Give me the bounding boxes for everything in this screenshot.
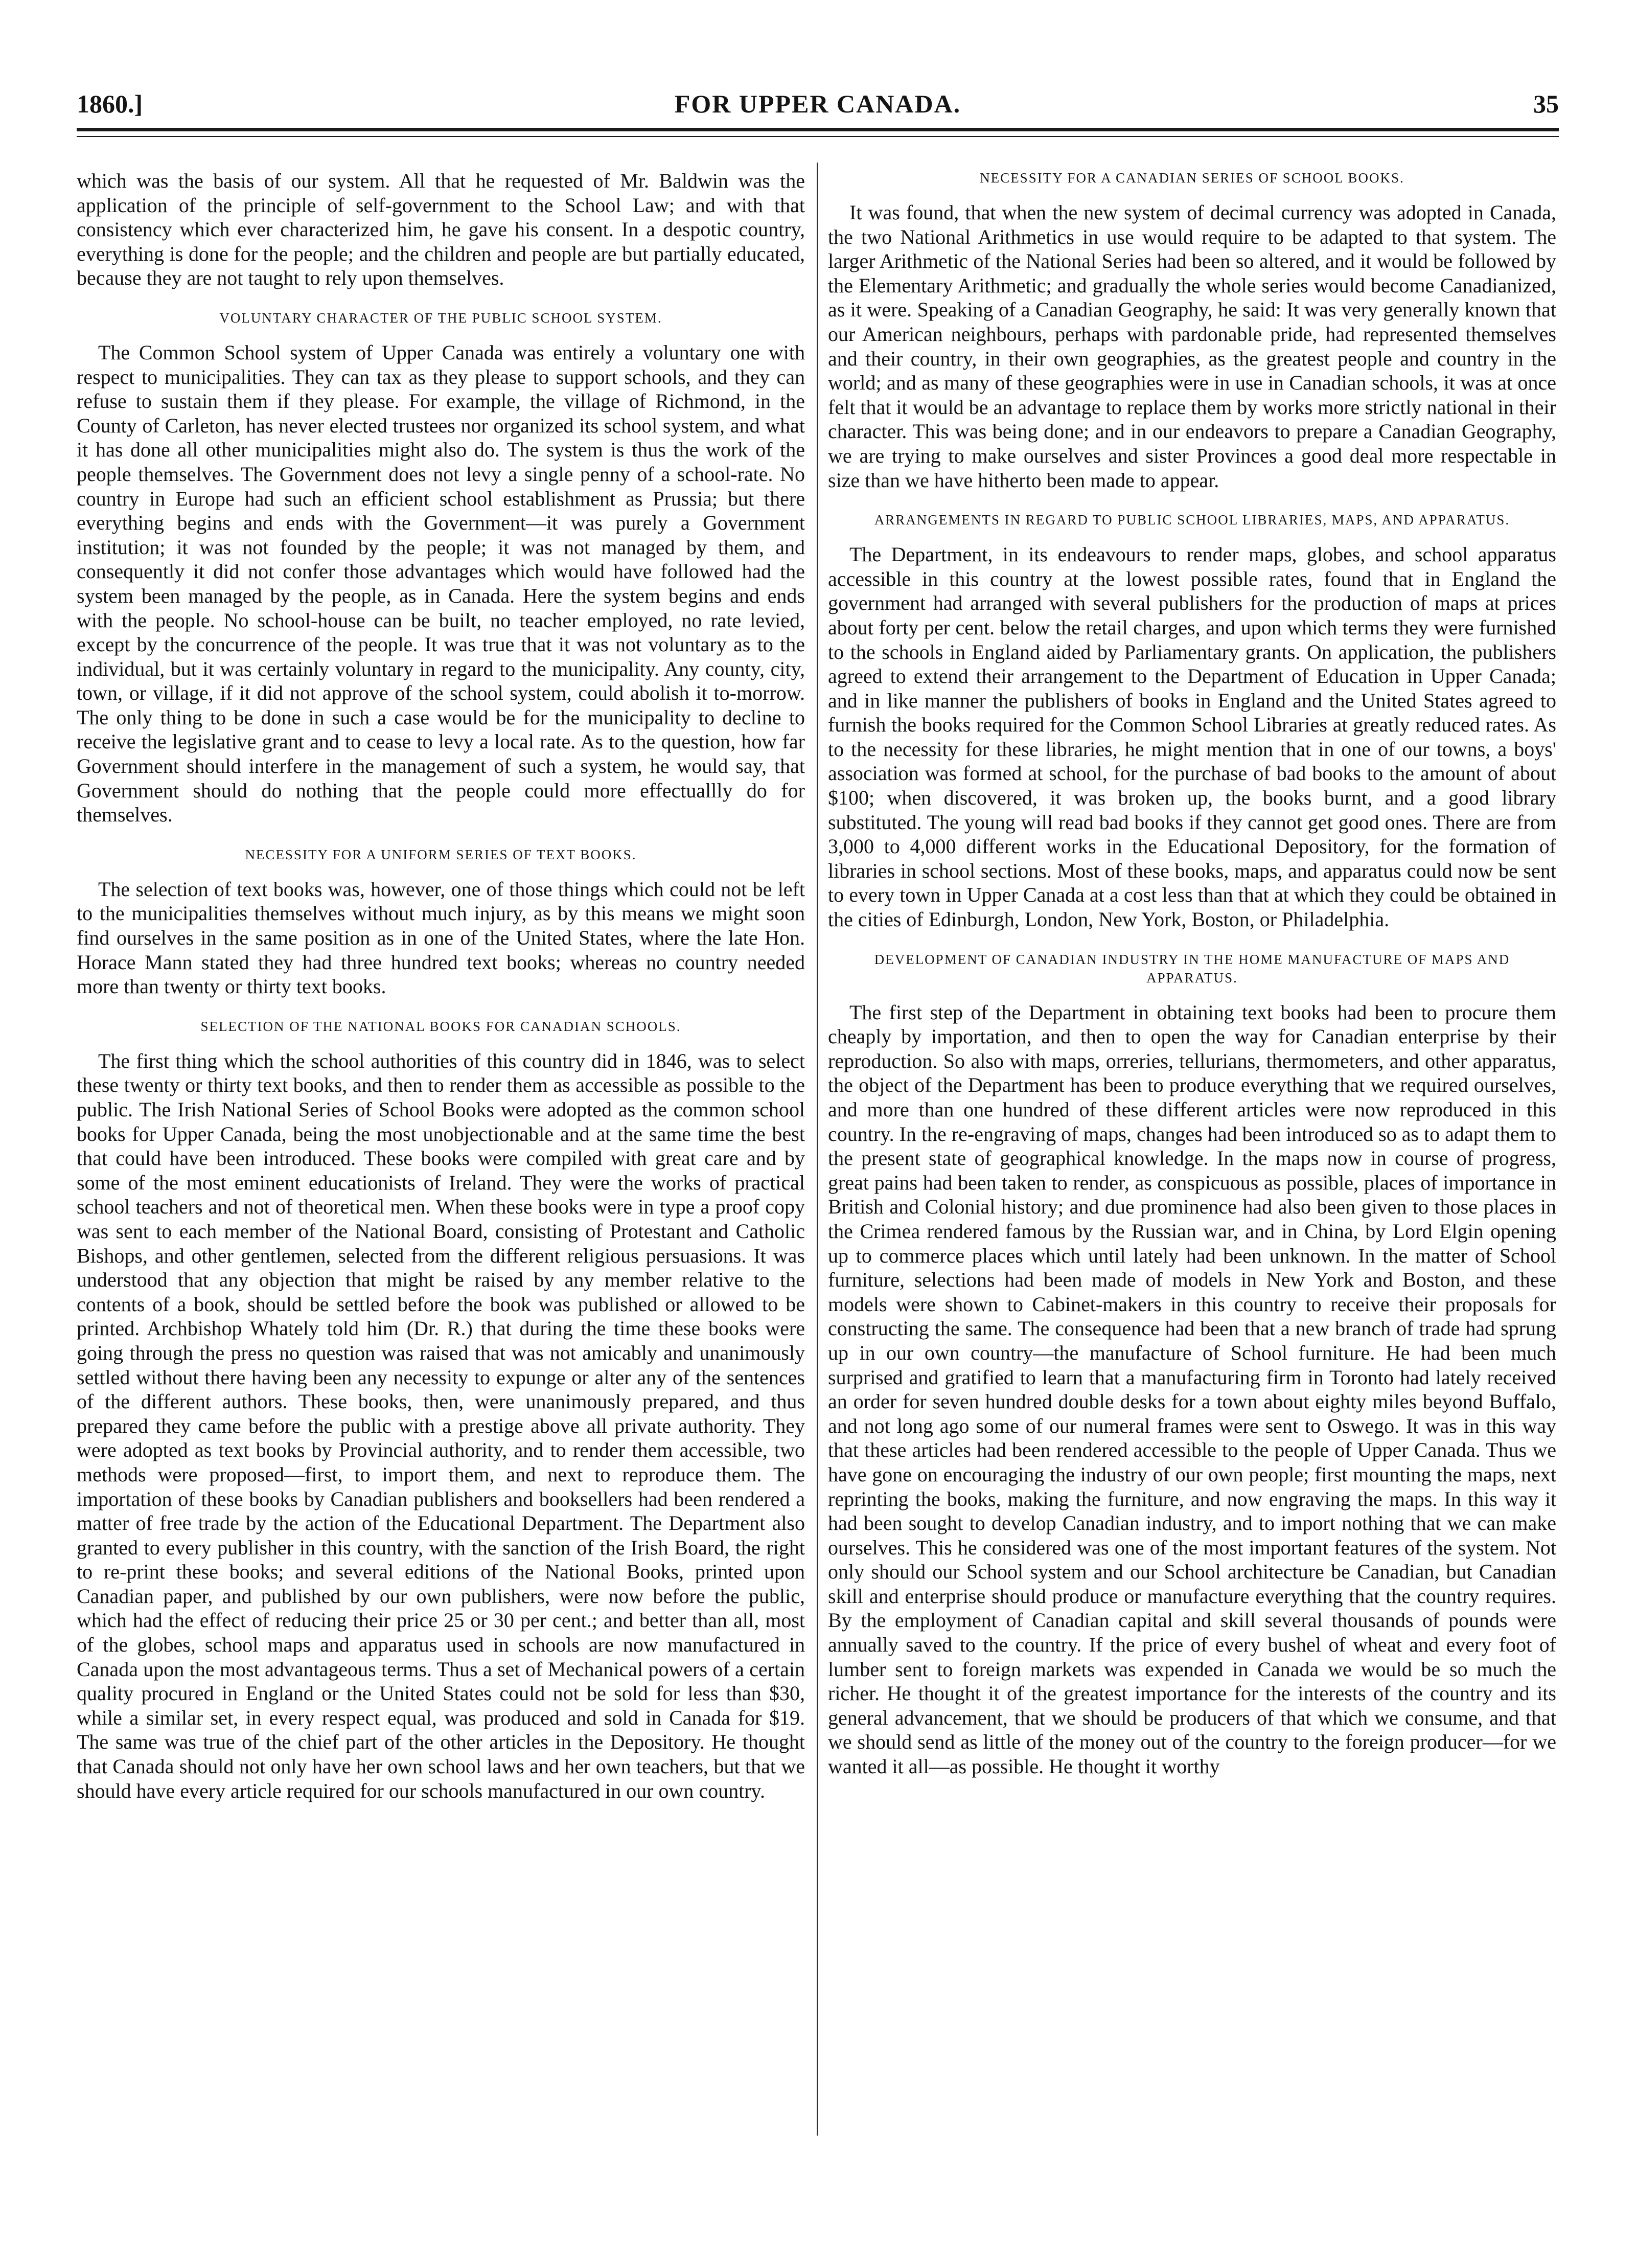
paragraph-canadian-series: It was found, that when the new system of decimal currency was adopted in Canada, the two National Arithmetics in use would require to be adapted to that system. The larger Arithmetic of the National Series had been so altered, and it would be followed by the Elementary Arithmetic; and gradually the whole series would become Canadianized, as it were. Speaking of a Canadian Geography, he said: It was very generally known that our American neighbours, perhaps with pardonable pride, had represented themselves and their country, in their own geographies, as the greatest people and country in the world; and as many of these geographies were in use in Canadian schools, it was at once felt that it would be an advantage to replace them by works more strictly national in their character. This was being done; and in our endeavors to prepare a Canadian Geography, we are trying to make ourselves and sister Provinces a good deal more respectable in size than we have hitherto been made to appear. xyxy=(828,201,1556,492)
paragraph-libraries-maps-apparatus: The Department, in its endeavours to render maps, globes, and school apparatus accessible in this country at the lowest possible rates, found that in England the government had arranged with several publishers for the production of maps at prices about forty per cent. below the retail charges, and upon which terms they were furnished to the schools in England aided by Parliamentary grants. On application, the publishers agreed to extend their arrangement to the Department of Education in Upper Canada; and in like manner the publishers of books in England and the United States agreed to furnish the books required for the Common School Libraries at greatly reduced rates. As to the necessity for these libraries, he might mention that in one of our towns, a boys' association was formed at school, for the purchase of bad books to the amount of about $100; when discovered, it was broken up, the books burnt, and a good library substituted. The young will read bad books if they cannot get good ones. There are from 3,000 to 4,000 different works in the Educational Depository, for the formation of libraries in school sections. Most of these books, maps, and apparatus could now be sent to every town in Upper Canada at a cost less than that at which they could be obtained in the cities of Edinburgh, London, New York, Boston, or Philadelphia. xyxy=(828,543,1556,931)
header-title: FOR UPPER CANADA. xyxy=(674,89,961,118)
right-column xyxy=(828,169,1556,1786)
header-rule-thick xyxy=(77,128,1559,131)
paragraph-continuation: which was the basis of our system. All that he requested of Mr. Baldwin was the application of the principle of self-government to the School Law; and with that consistency which ever characterized him, he gave his consent. In a despotic country, everything is done for the people; and the children and people are but partially educated, because they are not taught to rely upon themselves. xyxy=(77,169,805,290)
paragraph-uniform-series: The selection of text books was, however, one of those things which could not be left to the municipalities themselves without much injury, as by this means we might soon find ourselves in the same position as in one of the United States, where the late Hon. Horace Mann stated they had three hundred text books; whereas no country needed more than twenty or thirty text books. xyxy=(77,877,805,998)
page-number: 35 xyxy=(1533,89,1559,118)
heading-canadian-series: NECESSITY FOR A CANADIAN SERIES OF SCHOOL BOOKS. xyxy=(980,170,1404,186)
paragraph-voluntary-character: The Common School system of Upper Canada was entirely a voluntary one with respect to municipalities. They can tax as they please to support schools, and they can refuse to sustain them if they please. For example, the village of Richmond, in the County of Carleton, has never elected trustees nor organized its school system, and what it has done all other municipalities might also do. The system is thus the work of the people themselves. The Government does not levy a single penny of a school-rate. No country in Europe had such an efficient school establishment as Prussia; but there everything begins and ends with the Government—it was purely a Government institution; it was not founded by the people; it was not managed by them, and consequently it did not confer those advantages which would have followed had the system been managed by the people, as in Canada. Here the system begins and ends with the people. No school-house can be built, no teacher employed, no rate levied, except by the concurrence of the people. It was true that it was not voluntary as to the individual, but it was certainly voluntary in regard to the municipality. Any county, city, town, or village, if it did not approve of the school system, could abolish it to-morrow. The only thing to be done in such a case would be for the municipality to decline to receive the legislative grant and to cease to levy a local rate. As to the question, how far Government should interfere in the management of such a system, he would say, that Government should do nothing that the people could more effectuallly do for themselves. xyxy=(77,340,805,827)
paragraph-canadian-industry: The first step of the Department in obtaining text books had been to procure them cheaply by importation, and then to open the way for Canadian enterprise by their reproduction. So also with maps, orreries, tellurians, thermometers, and other apparatus, the object of the Department has been to produce everything that we required ourselves, and more than one hundred of these different articles were now reproduced in this country. In the re-engraving of maps, changes had been introduced so as to adapt them to the present state of geographical knowledge. In the maps now in course of progress, great pains had been taken to render, as conspicuous as possible, places of importance in British and Colonial history; and due prominence had also been given to those places in the Crimea rendered famous by the Russian war, and in China, by Lord Elgin opening up to commerce places which until lately had been unknown. In the matter of School furniture, selections had been made of models in New York and Boston, and these models were shown to Cabinet-makers in this country to receive their proposals for constructing the same. The consequence had been that a new branch of trade had sprung up in our own country—the manufacture of School furniture. He had been much surprised and gratified to learn that a manufacturing firm in Toronto had lately received an order for seven hundred double desks for a town about eighty miles beyond Buffalo, and not long ago some of our numeral frames were sent to Oswego. It was in this way that these articles had been rendered accessible to the people of Upper Canada. Thus we have gone on encouraging the industry of our own people; first mounting the maps, next reprinting the books, making the furniture, and now engraving the maps. In this way it had been sought to develop Canadian industry, and to import nothing that we can make ourselves. This he considered was one of the most important features of the system. Not only should our School system and our School architecture be Canadian, but Canadian skill and enterprise should produce or manufacture everything that the country requires. By the employment of Canadian capital and skill several thousands of pounds were annually saved to the country. If the price of every bushel of wheat and every foot of lumber sent to foreign markets was expended in Canada we would be so much the richer. He thought it of the greatest importance for the interests of the country and its general advancement, that we should be producers of that which we consume, and that we should send as little of the money out of the country to the foreign producer—for we wanted it all—as possible. He thought it worthy xyxy=(828,1000,1556,1778)
left-column xyxy=(77,169,805,1810)
running-header xyxy=(77,86,1559,122)
heading-uniform-series: NECESSITY FOR A UNIFORM SERIES OF TEXT BOOKS. xyxy=(245,846,637,862)
paragraph-national-books-selection: The first thing which the school authorities of this country did in 1846, was to select these twenty or thirty text books, and then to render them as accessible as possible to the public. The Irish National Series of School Books were adopted as the common school books for Upper Canada, being the most unobjectionable and at the same time the best that could have been introduced. These books were compiled with great care and by some of the most eminent educationists of Ireland. They were the works of practical school teachers and not of theoretical men. When these books were in type a proof copy was sent to each member of the National Board, consisting of Protestant and Catholic Bishops, and other gentlemen, selected from the different religious persuasions. It was understood that any objection that might be raised by any member relative to the contents of a book, should be settled before the book was published or allowed to be printed. Archbishop Whately told him (Dr. R.) that during the time these books were going through the press no question was raised that was not amicably and unanimously settled without there having been any necessity to expunge or alter any of the sentences of the different authors. These books, then, were unanimously prepared, and thus prepared they came before the public with a prestige above all private authority. They were adopted as text books by Provincial authority, and to render them accessible, two methods were proposed—first, to import them, and next to reproduce them. The importation of these books by Canadian publishers and booksellers had been rendered a matter of free trade by the action of the Educational Department. The Department also granted to every publisher in this country, with the sanction of the Irish Board, the right to re-print these books; and several editions of the National Books, printed upon Canadian paper, and published by our own publishers, were now before the public, which had the effect of reducing their price 25 or 30 per cent.; and better than all, most of the globes, school maps and apparatus used in schools are now manufactured in Canada upon the most advantageous terms. Thus a set of Mechanical powers of a certain quality procured in England or the United States could not be sold for less than $30, while a similar set, in every respect equal, was produced and sold in Canada for $19. The same was true of the chief part of the other articles in the Depository. He thought that Canada should not only have her own school laws and her own teachers, but that we should have every article required for our schools manufactured in our own country. xyxy=(77,1049,805,1802)
header-rule-thin xyxy=(77,136,1559,137)
column-divider xyxy=(817,163,818,2136)
heading-voluntary-character: VOLUNTARY CHARACTER OF THE PUBLIC SCHOOL SYSTEM. xyxy=(219,310,662,326)
heading-libraries-maps-apparatus: ARRANGEMENTS IN REGARD TO PUBLIC SCHOOL LIBRARIES, MAPS, AND APPARATUS. xyxy=(874,512,1510,528)
heading-national-books-selection: SELECTION OF THE NATIONAL BOOKS FOR CANADIAN SCHOOLS. xyxy=(200,1018,681,1034)
heading-canadian-industry: DEVELOPMENT OF CANADIAN INDUSTRY IN THE HOME MANUFACTURE OF MAPS AND APPARATUS. xyxy=(874,951,1510,986)
header-year: 1860.] xyxy=(77,89,143,118)
